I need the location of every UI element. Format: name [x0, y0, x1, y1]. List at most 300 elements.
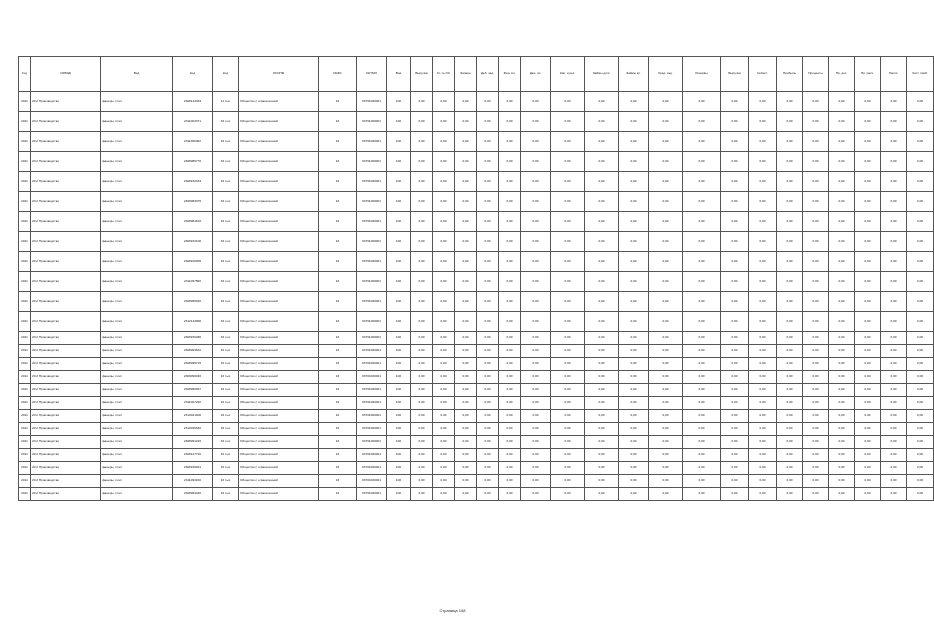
- table-cell: 0,00: [907, 488, 934, 501]
- table-cell: 0,00: [829, 132, 855, 152]
- table-cell: 2311066362: [173, 132, 213, 152]
- table-cell: 0,00: [649, 423, 683, 436]
- table-cell: фанеры, плит: [101, 475, 173, 488]
- table-cell: фанеры, плит: [101, 292, 173, 312]
- table-row: [19, 449, 934, 462]
- table-cell: 0,00: [721, 358, 749, 371]
- table-cell: 0,00: [585, 292, 619, 312]
- table-cell: 0,00: [585, 462, 619, 475]
- table-cell: 16: [319, 384, 357, 397]
- table-cell: 0,00: [499, 371, 521, 384]
- table-cell: 100: [387, 92, 411, 112]
- table-cell: 0,00: [585, 172, 619, 192]
- table-cell: 0,00: [433, 272, 455, 292]
- table-cell: 0,00: [477, 423, 499, 436]
- table-cell: 2308127720: [173, 449, 213, 462]
- table-cell: 0,00: [551, 272, 585, 292]
- table-cell: 0,00: [551, 172, 585, 192]
- table-cell: 0,00: [411, 423, 433, 436]
- table-cell: 0,00: [721, 272, 749, 292]
- table-cell: 16 тыс: [213, 252, 239, 272]
- table-cell: 03701000001: [357, 423, 387, 436]
- table-cell: 20.2 Производство: [31, 232, 101, 252]
- table-cell: 0,00: [411, 488, 433, 501]
- table-cell: 0,00: [749, 152, 777, 172]
- table-cell: 0,00: [649, 475, 683, 488]
- table-cell: 16 тыс: [213, 462, 239, 475]
- table-cell: 0,00: [649, 436, 683, 449]
- table-cell: 16: [319, 252, 357, 272]
- table-cell: 0,00: [749, 488, 777, 501]
- table-cell: 0,00: [907, 449, 934, 462]
- table-cell: 0,00: [433, 92, 455, 112]
- table-cell: 0,00: [829, 410, 855, 423]
- table-cell: 0,00: [777, 436, 803, 449]
- table-cell: фанеры, плит: [101, 488, 173, 501]
- page-footer: Страница 108: [439, 608, 466, 613]
- table-cell: 16: [319, 112, 357, 132]
- table-cell: 0,00: [881, 112, 907, 132]
- table-cell: 0,00: [499, 488, 521, 501]
- table-cell: 2011: [19, 232, 31, 252]
- table-cell: 0,00: [721, 475, 749, 488]
- table-cell: 0,00: [803, 252, 829, 272]
- table-cell: 16 тыс: [213, 397, 239, 410]
- table-cell: 0,00: [721, 410, 749, 423]
- table-cell: 0,00: [683, 384, 721, 397]
- table-cell: 2011: [19, 192, 31, 212]
- table-cell: 0,00: [411, 212, 433, 232]
- table-cell: 0,00: [619, 192, 649, 212]
- table-cell: 0,00: [907, 152, 934, 172]
- table-cell: 03701000001: [357, 152, 387, 172]
- table-cell: 0,00: [619, 252, 649, 272]
- table-cell: 0,00: [521, 172, 551, 192]
- table-cell: 0,00: [855, 384, 881, 397]
- table-cell: 0,00: [551, 292, 585, 312]
- table-cell: 0,00: [649, 449, 683, 462]
- table-cell: 0,00: [803, 152, 829, 172]
- table-cell: 0,00: [551, 232, 585, 252]
- table-cell: 0,00: [907, 358, 934, 371]
- table-cell: 03701000001: [357, 358, 387, 371]
- table-cell: 0,00: [649, 172, 683, 192]
- table-cell: 100: [387, 272, 411, 292]
- table-cell: 0,00: [649, 488, 683, 501]
- table-cell: 0,00: [455, 345, 477, 358]
- table-cell: 2308096020: [173, 292, 213, 312]
- table-row: [19, 92, 934, 112]
- table-cell: Общество с ограниченной: [239, 272, 319, 292]
- table-cell: 03701000001: [357, 232, 387, 252]
- table-cell: 0,00: [907, 92, 934, 112]
- table-cell: 0,00: [649, 232, 683, 252]
- table-cell: 0,00: [881, 475, 907, 488]
- table-cell: 0,00: [477, 212, 499, 232]
- table-cell: 0,00: [649, 212, 683, 232]
- table-cell: 0,00: [721, 152, 749, 172]
- table-cell: 0,00: [521, 272, 551, 292]
- table-row: [19, 232, 934, 252]
- table-cell: 16: [319, 475, 357, 488]
- table-cell: 16: [319, 192, 357, 212]
- table-cell: 0,00: [521, 462, 551, 475]
- table-cell: 0,00: [411, 332, 433, 345]
- table-cell: 0,00: [777, 332, 803, 345]
- table-cell: 20.2 Производство: [31, 488, 101, 501]
- table-cell: 0,00: [411, 312, 433, 332]
- table-cell: 0,00: [721, 132, 749, 152]
- table-cell: 0,00: [881, 312, 907, 332]
- table-cell: 0,00: [585, 397, 619, 410]
- table-cell: 0,00: [683, 292, 721, 312]
- table-row: [19, 475, 934, 488]
- table-cell: 0,00: [777, 232, 803, 252]
- table-cell: 0,00: [433, 292, 455, 312]
- table-cell: 0,00: [683, 212, 721, 232]
- table-cell: 0,00: [881, 232, 907, 252]
- table-cell: 20.2 Производство: [31, 449, 101, 462]
- table-cell: фанеры, плит: [101, 212, 173, 232]
- table-row: [19, 212, 934, 232]
- table-cell: 0,00: [521, 132, 551, 152]
- table-cell: 0,00: [619, 312, 649, 332]
- table-cell: 0,00: [649, 410, 683, 423]
- table-cell: 0,00: [551, 410, 585, 423]
- table-cell: 0,00: [721, 449, 749, 462]
- table-cell: 0,00: [477, 345, 499, 358]
- table-cell: 2011: [19, 475, 31, 488]
- table-cell: 0,00: [683, 371, 721, 384]
- table-cell: 16 тыс: [213, 312, 239, 332]
- table-cell: 2011: [19, 112, 31, 132]
- table-cell: 0,00: [829, 358, 855, 371]
- table-cell: 0,00: [749, 397, 777, 410]
- table-cell: 0,00: [721, 192, 749, 212]
- table-cell: 0,00: [521, 358, 551, 371]
- table-cell: Общество с ограниченной: [239, 462, 319, 475]
- table-cell: 2312143090: [173, 312, 213, 332]
- table-cell: 0,00: [499, 397, 521, 410]
- column-header: ОКФС: [319, 57, 357, 92]
- table-cell: 0,00: [455, 232, 477, 252]
- table-cell: 0,00: [521, 312, 551, 332]
- table-cell: 0,00: [777, 449, 803, 462]
- table-cell: 0,00: [881, 423, 907, 436]
- table-cell: 0,00: [551, 252, 585, 272]
- table-cell: 0,00: [683, 410, 721, 423]
- table-cell: 16 тыс: [213, 272, 239, 292]
- table-cell: 0,00: [477, 112, 499, 132]
- table-cell: 0,00: [683, 423, 721, 436]
- table-cell: 2011: [19, 410, 31, 423]
- table-cell: 0,00: [881, 449, 907, 462]
- table-cell: 0,00: [433, 172, 455, 192]
- table-cell: 0,00: [749, 212, 777, 232]
- table-cell: 0,00: [907, 132, 934, 152]
- table-cell: 2011: [19, 345, 31, 358]
- table-cell: 0,00: [455, 312, 477, 332]
- table-cell: 0,00: [619, 475, 649, 488]
- table-cell: Общество с ограниченной: [239, 192, 319, 212]
- table-cell: 20.2 Производство: [31, 332, 101, 345]
- table-cell: 0,00: [433, 423, 455, 436]
- table-cell: 0,00: [521, 112, 551, 132]
- table-cell: 0,00: [855, 397, 881, 410]
- table-cell: 100: [387, 423, 411, 436]
- table-cell: 0,00: [721, 462, 749, 475]
- table-cell: 0,00: [803, 371, 829, 384]
- column-header: Пр. дох.: [829, 57, 855, 92]
- table-cell: Общество с ограниченной: [239, 488, 319, 501]
- table-row: [19, 272, 934, 292]
- table-cell: 2011: [19, 252, 31, 272]
- table-cell: 100: [387, 212, 411, 232]
- table-cell: 0,00: [521, 212, 551, 232]
- table-cell: 16 тыс: [213, 212, 239, 232]
- column-header: Код: [173, 57, 213, 92]
- table-cell: 2308156480: [173, 332, 213, 345]
- table-cell: 2308093632: [173, 345, 213, 358]
- table-cell: 0,00: [499, 272, 521, 292]
- table-cell: 0,00: [803, 358, 829, 371]
- table-cell: 0,00: [521, 332, 551, 345]
- table-cell: 0,00: [829, 397, 855, 410]
- table-cell: 0,00: [433, 358, 455, 371]
- table-cell: 0,00: [521, 292, 551, 312]
- table-cell: 0,00: [521, 436, 551, 449]
- table-cell: 0,00: [855, 358, 881, 371]
- table-row: [19, 358, 934, 371]
- table-cell: 0,00: [433, 332, 455, 345]
- table-cell: 0,00: [551, 212, 585, 232]
- table-cell: 16: [319, 345, 357, 358]
- table-cell: 0,00: [803, 212, 829, 232]
- table-cell: 0,00: [749, 436, 777, 449]
- table-cell: 0,00: [411, 462, 433, 475]
- table-cell: 20.2 Производство: [31, 397, 101, 410]
- table-cell: 16: [319, 332, 357, 345]
- table-cell: 0,00: [411, 232, 433, 252]
- table-cell: 0,00: [777, 292, 803, 312]
- table-cell: 0,00: [619, 358, 649, 371]
- table-cell: 16 тыс: [213, 410, 239, 423]
- table-cell: 0,00: [749, 345, 777, 358]
- table-cell: 0,00: [907, 292, 934, 312]
- table-cell: 0,00: [619, 384, 649, 397]
- table-cell: 0,00: [907, 232, 934, 252]
- table-cell: 0,00: [721, 252, 749, 272]
- table-cell: 0,00: [881, 272, 907, 292]
- table-cell: 0,00: [721, 212, 749, 232]
- table-cell: 0,00: [551, 475, 585, 488]
- column-header: Кред. зад.: [649, 57, 683, 92]
- table-cell: 0,00: [749, 192, 777, 212]
- table-cell: 0,00: [881, 371, 907, 384]
- table-cell: 0,00: [855, 332, 881, 345]
- table-cell: 0,00: [455, 475, 477, 488]
- table-cell: 16: [319, 312, 357, 332]
- table-cell: 0,00: [551, 312, 585, 332]
- table-cell: 0,00: [829, 488, 855, 501]
- table-cell: 0,00: [749, 172, 777, 192]
- table-cell: 0,00: [803, 462, 829, 475]
- table-cell: 0,00: [855, 232, 881, 252]
- table-cell: 20.2 Производство: [31, 312, 101, 332]
- table-cell: 0,00: [721, 92, 749, 112]
- table-cell: 2309096040: [173, 371, 213, 384]
- table-cell: 2011: [19, 358, 31, 371]
- table-cell: 0,00: [721, 423, 749, 436]
- table-cell: 0,00: [477, 152, 499, 172]
- column-header: Запасы: [455, 57, 477, 92]
- table-cell: 0,00: [683, 475, 721, 488]
- table-cell: Общество с ограниченной: [239, 358, 319, 371]
- table-cell: 16 тыс: [213, 449, 239, 462]
- table-cell: 0,00: [881, 192, 907, 212]
- table-cell: Общество с ограниченной: [239, 384, 319, 397]
- table-cell: Общество с ограниченной: [239, 92, 319, 112]
- table-cell: 2311064371: [173, 112, 213, 132]
- table-row: [19, 410, 934, 423]
- table-cell: фанеры, плит: [101, 449, 173, 462]
- table-cell: 0,00: [829, 423, 855, 436]
- table-cell: 16 тыс: [213, 152, 239, 172]
- table-cell: 0,00: [907, 475, 934, 488]
- table-cell: 0,00: [721, 436, 749, 449]
- table-cell: 0,00: [803, 475, 829, 488]
- table-cell: 0,00: [455, 272, 477, 292]
- table-cell: 0,00: [829, 449, 855, 462]
- table-cell: 2308152100: [173, 232, 213, 252]
- table-cell: 100: [387, 332, 411, 345]
- table-cell: 0,00: [455, 212, 477, 232]
- table-cell: 0,00: [829, 192, 855, 212]
- table-cell: 0,00: [829, 332, 855, 345]
- table-cell: 20.2 Производство: [31, 152, 101, 172]
- table-cell: 20.2 Производство: [31, 423, 101, 436]
- table-cell: 03701000001: [357, 462, 387, 475]
- table-cell: фанеры, плит: [101, 345, 173, 358]
- table-cell: 0,00: [881, 462, 907, 475]
- table-cell: 0,00: [455, 192, 477, 212]
- table-cell: 0,00: [829, 345, 855, 358]
- table-cell: 0,00: [433, 410, 455, 423]
- table-cell: 20.2 Производство: [31, 345, 101, 358]
- table-cell: 20.2 Производство: [31, 410, 101, 423]
- column-header: ОКТМО: [357, 57, 387, 92]
- table-cell: 20.2 Производство: [31, 212, 101, 232]
- table-cell: 0,00: [455, 410, 477, 423]
- table-cell: 0,00: [551, 423, 585, 436]
- table-cell: 100: [387, 345, 411, 358]
- table-cell: 03701000001: [357, 345, 387, 358]
- table-cell: 0,00: [683, 345, 721, 358]
- table-cell: 0,00: [411, 292, 433, 312]
- table-cell: 0,00: [829, 436, 855, 449]
- table-cell: 0,00: [551, 152, 585, 172]
- table-cell: 16 тыс: [213, 371, 239, 384]
- table-cell: 0,00: [619, 436, 649, 449]
- table-cell: 0,00: [585, 232, 619, 252]
- column-header: Вид: [101, 57, 173, 92]
- table-cell: 0,00: [455, 172, 477, 192]
- table-cell: 0,00: [619, 371, 649, 384]
- table-cell: 0,00: [721, 371, 749, 384]
- table-cell: 0,00: [777, 384, 803, 397]
- table-cell: 0,00: [411, 358, 433, 371]
- table-cell: фанеры, плит: [101, 272, 173, 292]
- table-row: [19, 332, 934, 345]
- table-cell: 0,00: [777, 488, 803, 501]
- table-cell: 16 тыс: [213, 475, 239, 488]
- table-cell: 0,00: [649, 462, 683, 475]
- table-cell: 0,00: [777, 252, 803, 272]
- table-cell: 0,00: [777, 152, 803, 172]
- table-cell: 0,00: [803, 172, 829, 192]
- table-cell: 03701000001: [357, 192, 387, 212]
- table-cell: 0,00: [907, 112, 934, 132]
- table-cell: 0,00: [585, 272, 619, 292]
- table-row: [19, 132, 934, 152]
- table-cell: 0,00: [455, 92, 477, 112]
- table-cell: 2011: [19, 436, 31, 449]
- table-cell: 0,00: [499, 436, 521, 449]
- table-cell: 0,00: [881, 332, 907, 345]
- table-cell: 0,00: [803, 410, 829, 423]
- table-cell: 0,00: [521, 410, 551, 423]
- table-cell: 16: [319, 397, 357, 410]
- table-cell: Общество с ограниченной: [239, 252, 319, 272]
- table-cell: 0,00: [521, 92, 551, 112]
- table-cell: 0,00: [777, 312, 803, 332]
- table-cell: 0,00: [683, 132, 721, 152]
- table-cell: 0,00: [749, 423, 777, 436]
- table-cell: 16: [319, 92, 357, 112]
- table-cell: 0,00: [649, 384, 683, 397]
- table-cell: 0,00: [649, 132, 683, 152]
- table-cell: 0,00: [649, 292, 683, 312]
- table-cell: 0,00: [749, 112, 777, 132]
- table-cell: Общество с ограниченной: [239, 410, 319, 423]
- table-cell: 0,00: [477, 475, 499, 488]
- table-cell: 0,00: [649, 332, 683, 345]
- table-cell: 0,00: [803, 488, 829, 501]
- table-cell: 0,00: [829, 462, 855, 475]
- table-cell: 0,00: [881, 172, 907, 192]
- table-cell: Общество с ограниченной: [239, 449, 319, 462]
- table-cell: 0,00: [521, 488, 551, 501]
- table-cell: 16: [319, 172, 357, 192]
- table-cell: 0,00: [749, 272, 777, 292]
- table-cell: 0,00: [803, 292, 829, 312]
- table-cell: фанеры, плит: [101, 92, 173, 112]
- table-cell: 0,00: [433, 212, 455, 232]
- table-cell: 0,00: [855, 436, 881, 449]
- table-cell: 03701000001: [357, 397, 387, 410]
- table-cell: 0,00: [829, 384, 855, 397]
- table-cell: 0,00: [855, 423, 881, 436]
- table-cell: 16 тыс: [213, 112, 239, 132]
- table-cell: 0,00: [855, 212, 881, 232]
- table-cell: 0,00: [855, 371, 881, 384]
- table-cell: 0,00: [855, 292, 881, 312]
- table-cell: 0,00: [749, 252, 777, 272]
- table-cell: 0,00: [499, 92, 521, 112]
- table-cell: 0,00: [455, 292, 477, 312]
- table-cell: 03701000001: [357, 436, 387, 449]
- table-cell: 0,00: [907, 384, 934, 397]
